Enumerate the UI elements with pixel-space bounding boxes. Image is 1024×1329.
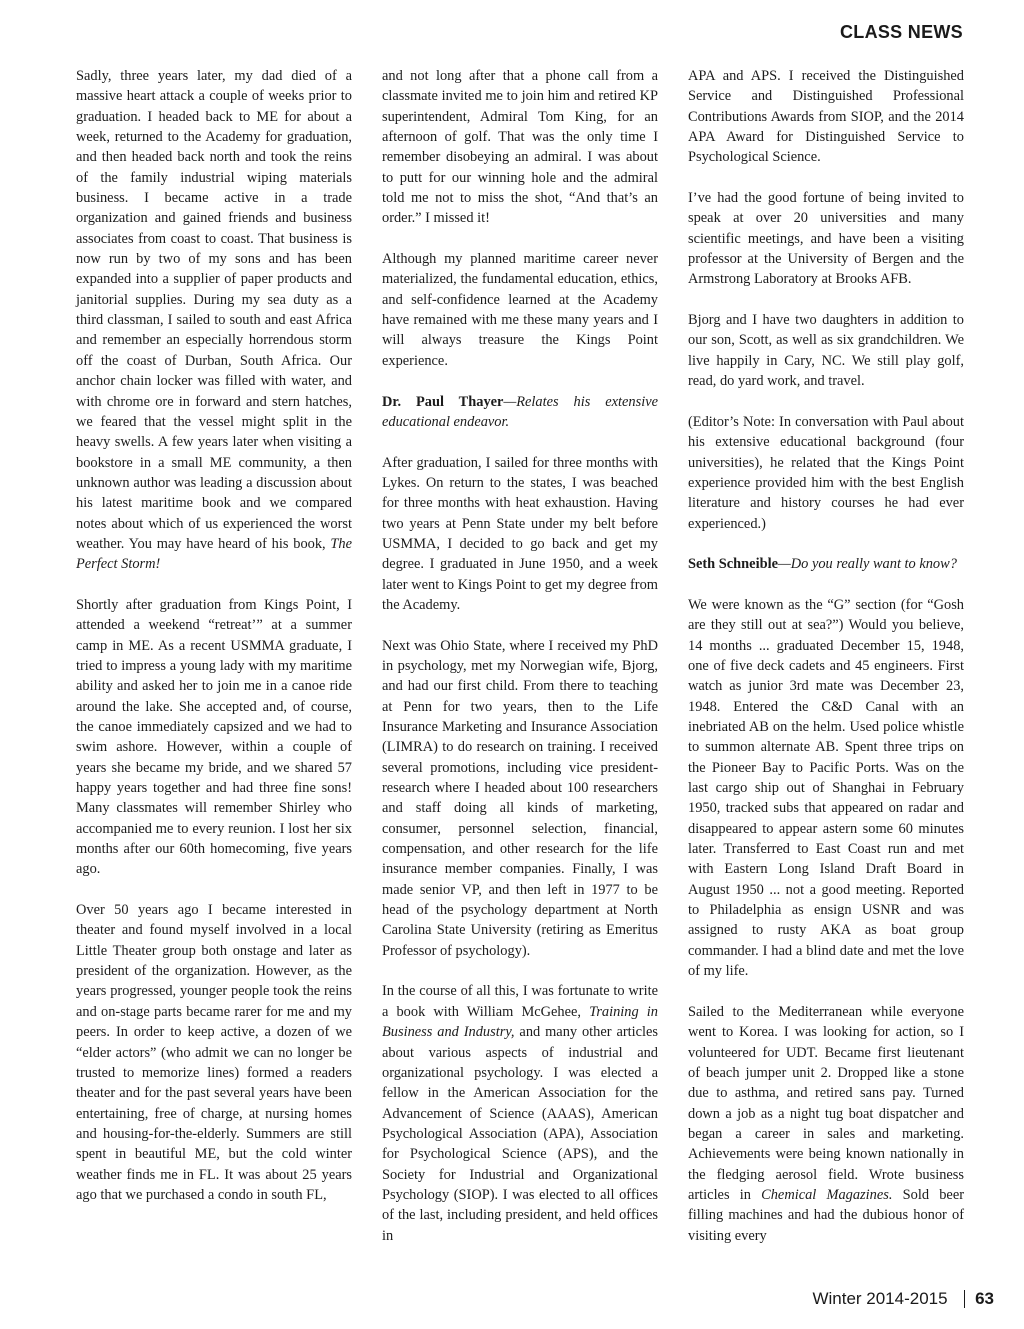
paragraph: and not long after that a phone call from a classmate invited me to join him and retired KP superintendent, Admiral Tom King, for an afternoon of golf. That was the only time I remember disobeying an admiral. I was about to putt for our winning hole and the admiral told me not to miss the shot, “And that’s an order.” I missed it!: [382, 68, 658, 227]
page-footer: [812, 1289, 994, 1309]
profile-tagline: —Relates his extensive educational endeavor.: [382, 393, 658, 430]
profile-name: Dr. Paul Thayer: [382, 393, 504, 410]
paragraph: Next was Ohio State, where I received my PhD in psychology, met my Norwegian wife, Bjorg, and had our first child. From there to teaching at Penn for two years, then to the Life Insurance Marketing and Insurance Association (LIMRA) to do research on training. I received several promotions, including vice president-research where I headed about 100 researchers and staff doing all kinds of marketing, consumer, personnel selection, financial, compensation, and other research for the life insurance member companies. Finally, I was made senior VP, and then left in 1977 to be head of the psychology department at North Carolina State University (retiring as Emeritus Professor of psychology).: [382, 637, 658, 959]
paragraph: APA and APS. I received the Distinguished Service and Distinguished Professional Contributions Awards from SIOP, and the 2014 APA Award for Distinguished Service to Psychological Science.: [688, 68, 964, 166]
column-1: [76, 66, 352, 1205]
paragraph: Over 50 years ago I became interested in theater and found myself involved in a local Little Theater group both onstage and later as president of the organization. However, as the years progressed, younger people took the reins and on-stage parts became rarer for me and my peers. In order to keep active, a dozen of we “elder actors” (who admit we can no longer be trusted to memorize lines) formed a readers theater and for the past several years have been entertaining, free of charge, at nursing homes and housing-for-the-elderly. Summers are still spent in beautiful ME, but the cold winter weather finds me in FL. It was about 25 years ago that we purchased a condo in south FL,: [76, 902, 352, 1203]
paragraph: We were known as the “G” section (for “Gosh are they still out at sea?”) Would you believe, 14 months ... graduated December 15, 1948, one of five deck cadets and 45 engineers. First watch as junior 3rd mate was December 23, 1948. Entered the C&D Canal with an inebriated AB on the helm. Used police whistle to summon alternate AB. Spent three trips on the Pioneer Bay to Pacific Ports. Was on the last cargo ship out of Shanghai in February 1950, tracked subs that appeared on radar and disappeared to appear astern some 60 minutes later. Transferred to East Coast run and met with Eastern Long Island Draft Board in August 1950 ... not a good meeting. Reported to Philadelphia as ensign USNR and was assigned to rusty AKA as boat group commander. I had a blind date and met the love of my life.: [688, 596, 964, 980]
paragraph: Shortly after graduation from Kings Point, I attended a weekend “retreat’” at a summer camp in ME. As a recent USMMA graduate, I tried to impress a young lady with my maritime ability and asked her to join me in a canoe ride around the lake. She accepted and, of course, the canoe immediately capsized and we had to swim ashore. However, within a couple of years she became my bride, and we shared 57 happy years together and had three fine sons! Many classmates will remember Shirley who accompanied me to every reunion. I lost her six months after our 60th homecoming, five years ago.: [76, 596, 352, 878]
paragraph: Sailed to the Mediterranean while everyone went to Korea. I was looking for action, so I volunteered for UDT. Became first lieutenant of beach jumper unit 2. Dropped like a stone due to asthma, and retired sans pay. Turned down a job as a night tug boat dispatcher and began a career in sales and marketing. Achievements were being known nationally in the fledging aerosol field. Wrote business articles in Chemical Magazines. Sold beer filling machines and had the dubious honor of visiting every: [688, 1003, 964, 1244]
book-title: The Perfect Storm!: [76, 535, 352, 573]
issue-label: Winter 2014-2015: [812, 1289, 948, 1308]
footer-divider: [964, 1290, 966, 1308]
page-number: 63: [975, 1289, 994, 1308]
profile-tagline: —Do you really want to know?: [777, 556, 957, 573]
editor-note: (Editor’s Note: In conversation with Paul about his extensive educational background (four universities), he related that the Kings Point experience provided him with the best English literature and history courses he had ever experienced.): [688, 413, 964, 532]
paragraph: In the course of all this, I was fortunate to write a book with William McGehee, Training in Business and Industry, and many other articles about various aspects of industrial and organizational psychology. I was elected a fellow in the American Association for the Advancement of Science (AAAS), American Psychological Association (APA), Association for Psychological Science (APS), and the Society for Industrial and Organizational Psychology (SIOP). I was elected to all offices of the last, including president, and held offices in: [382, 983, 658, 1244]
paragraph: Bjorg and I have two daughters in addition to our son, Scott, as well as six grandchildren. We live happily in Cary, NC. We still play golf, read, do yard work, and travel.: [688, 312, 964, 390]
paragraph: I’ve had the good fortune of being invited to speak at over 20 universities and many scientific meetings, and have been a visiting professor at the University of Bergen and the Armstrong Laboratory at Brooks AFB.: [688, 190, 964, 288]
column-2: [382, 66, 658, 1246]
profile-heading: [688, 554, 964, 574]
paragraph: After graduation, I sailed for three months with Lykes. On return to the states, I was beached for three months with heat exhaustion. Having two years at Penn State under my belt before USMMA, I decided to go back and get my degree. I graduated in June 1950, and a week later went to Kings Point to get my degree from the Academy.: [382, 454, 658, 613]
book-title: Training in Business and Industry,: [382, 1003, 658, 1041]
magazine-title: Chemical Magazines.: [761, 1186, 893, 1203]
paragraph: Although my planned maritime career never materialized, the fundamental education, ethics, and self-confidence learned at the Academy have remained with me these many years and I will always treasure the Kings Point experience.: [382, 251, 658, 369]
profile-heading: [382, 392, 658, 433]
paragraph: Sadly, three years later, my dad died of a massive heart attack a couple of weeks prior to graduation. I headed back to ME for about a week, returned to the Academy for graduation, and then headed back north and took the reins of the family industrial wiping materials business. I became active in a trade organization and gained friends and business associates from coast to coast. That business is now run by two of my sons and has been expanded into a supplier of paper products and janitorial supplies. During my sea duty as a third classman, I sailed to south and east Africa and remember an especially horrendous storm off the coast of Durban, South Africa. Our anchor chain locker was filled with water, and with chrome ore in forward and stern hatches, we feared that the vessel might split in the heavy swells. A few years later when visiting a bookstore in a small ME community, a then unknown author was leading a discussion about his latest maritime book and we compared notes about which of us experienced the worst weather. You may have heard of his book, The Perfect Storm!: [76, 68, 352, 573]
profile-name: Seth Schneible: [688, 556, 778, 573]
section-header: CLASS NEWS: [839, 22, 963, 42]
column-3: [688, 66, 964, 1246]
